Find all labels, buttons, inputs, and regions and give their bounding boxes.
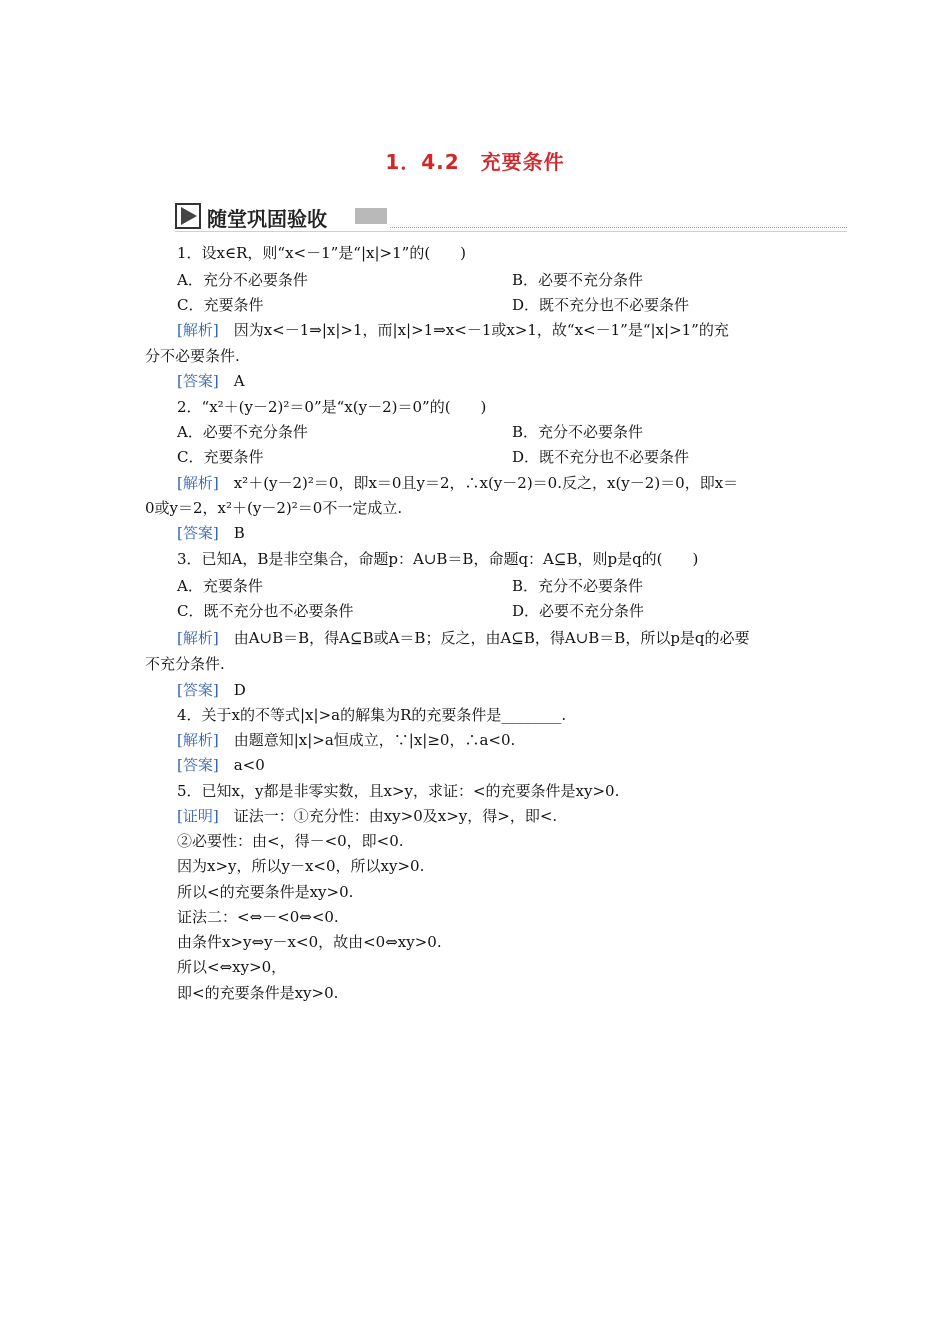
section-banner bbox=[175, 200, 847, 232]
answer-tag: [答案] bbox=[177, 681, 219, 699]
q2-stem: 2．“x²＋(y－2)²＝0”是“x(y－2)＝0”的( ) bbox=[177, 398, 487, 416]
banner-rule bbox=[390, 227, 847, 228]
answer-tag: [答案] bbox=[177, 524, 219, 542]
q2-option-c: C．充要条件 bbox=[177, 448, 264, 466]
q5-proof: [证明] 证法一：①充分性：由xy>0及x>y，得>，即<. bbox=[177, 807, 558, 825]
banner-underline bbox=[175, 231, 847, 232]
q5-proof-line: ②必要性：由<，得－<0，即<0. bbox=[177, 832, 404, 850]
answer-tag: [答案] bbox=[177, 372, 219, 390]
banner-block bbox=[355, 208, 387, 224]
q5-proof-line: 由条件x>y⇔y－x<0，故由<0⇔xy>0. bbox=[177, 933, 442, 951]
play-arrow-icon bbox=[175, 203, 201, 229]
q5-proof-line: 即<的充要条件是xy>0. bbox=[177, 984, 339, 1002]
q3-answer: [答案] D bbox=[177, 681, 246, 699]
q4-analysis: [解析] 由题意知|x|>a恒成立，∵|x|≥0，∴a<0. bbox=[177, 731, 516, 749]
section-label: 随堂巩固验收 bbox=[207, 207, 327, 231]
q4-answer: [答案] a<0 bbox=[177, 756, 265, 774]
analysis-tag: [解析] bbox=[177, 321, 219, 339]
q5-proof-line: 所以<的充要条件是xy>0. bbox=[177, 883, 354, 901]
analysis-tag: [解析] bbox=[177, 731, 219, 749]
q3-option-a: A．充要条件 bbox=[177, 577, 263, 595]
q1-stem: 1．设x∈R，则“x<－1”是“|x|>1”的( ) bbox=[177, 244, 467, 262]
q3-analysis: [解析] 由A∪B＝B，得A⊆B或A＝B；反之，由A⊆B，得A∪B＝B，所以p是q的必要 bbox=[177, 629, 750, 647]
q3-stem: 3．已知A，B是非空集合，命题p：A∪B＝B，命题q：A⊆B，则p是q的( ) bbox=[177, 550, 699, 568]
analysis-tag: [解析] bbox=[177, 474, 219, 492]
q2-option-a: A．必要不充分条件 bbox=[177, 423, 308, 441]
q5-proof-line: 证法二：<⇔－<0⇔<0. bbox=[177, 908, 339, 926]
q5-proof-line: 因为x>y，所以y－x<0，所以xy>0. bbox=[177, 857, 425, 875]
analysis-tag: [解析] bbox=[177, 629, 219, 647]
q1-answer: [答案] A bbox=[177, 372, 245, 390]
q2-option-b: B．充分不必要条件 bbox=[512, 423, 644, 441]
q1-option-b: B．必要不充分条件 bbox=[512, 271, 644, 289]
q4-stem: 4．关于x的不等式|x|>a的解集为R的充要条件是________. bbox=[177, 706, 567, 724]
q1-option-c: C．充要条件 bbox=[177, 296, 264, 314]
q2-analysis-cont: 0或y＝2，x²＋(y－2)²＝0不一定成立. bbox=[145, 499, 403, 517]
q1-option-d: D．既不充分也不必要条件 bbox=[512, 296, 690, 314]
q2-option-d: D．既不充分也不必要条件 bbox=[512, 448, 690, 466]
q3-option-d: D．必要不充分条件 bbox=[512, 602, 645, 620]
q3-option-c: C．既不充分也不必要条件 bbox=[177, 602, 354, 620]
page-title: 1．4.2 充要条件 bbox=[385, 150, 565, 174]
q2-answer: [答案] B bbox=[177, 524, 245, 542]
q1-option-a: A．充分不必要条件 bbox=[177, 271, 308, 289]
answer-tag: [答案] bbox=[177, 756, 219, 774]
q5-proof-line: 所以<⇔xy>0， bbox=[177, 958, 287, 976]
q1-analysis-cont: 分不必要条件. bbox=[145, 347, 240, 365]
q1-analysis: [解析] 因为x<－1⇒|x|>1，而|x|>1⇒x<－1或x>1，故“x<－1”是“|x|>1”的充 bbox=[177, 321, 729, 339]
q3-analysis-cont: 不充分条件. bbox=[145, 655, 225, 673]
q5-stem: 5．已知x，y都是非零实数，且x>y，求证：<的充要条件是xy>0. bbox=[177, 782, 620, 800]
q2-analysis: [解析] x²＋(y－2)²＝0，即x＝0且y＝2，∴x(y－2)＝0.反之，x(y－2)＝0，即x＝ bbox=[177, 474, 739, 492]
q3-option-b: B．充分不必要条件 bbox=[512, 577, 644, 595]
proof-tag: [证明] bbox=[177, 807, 219, 825]
